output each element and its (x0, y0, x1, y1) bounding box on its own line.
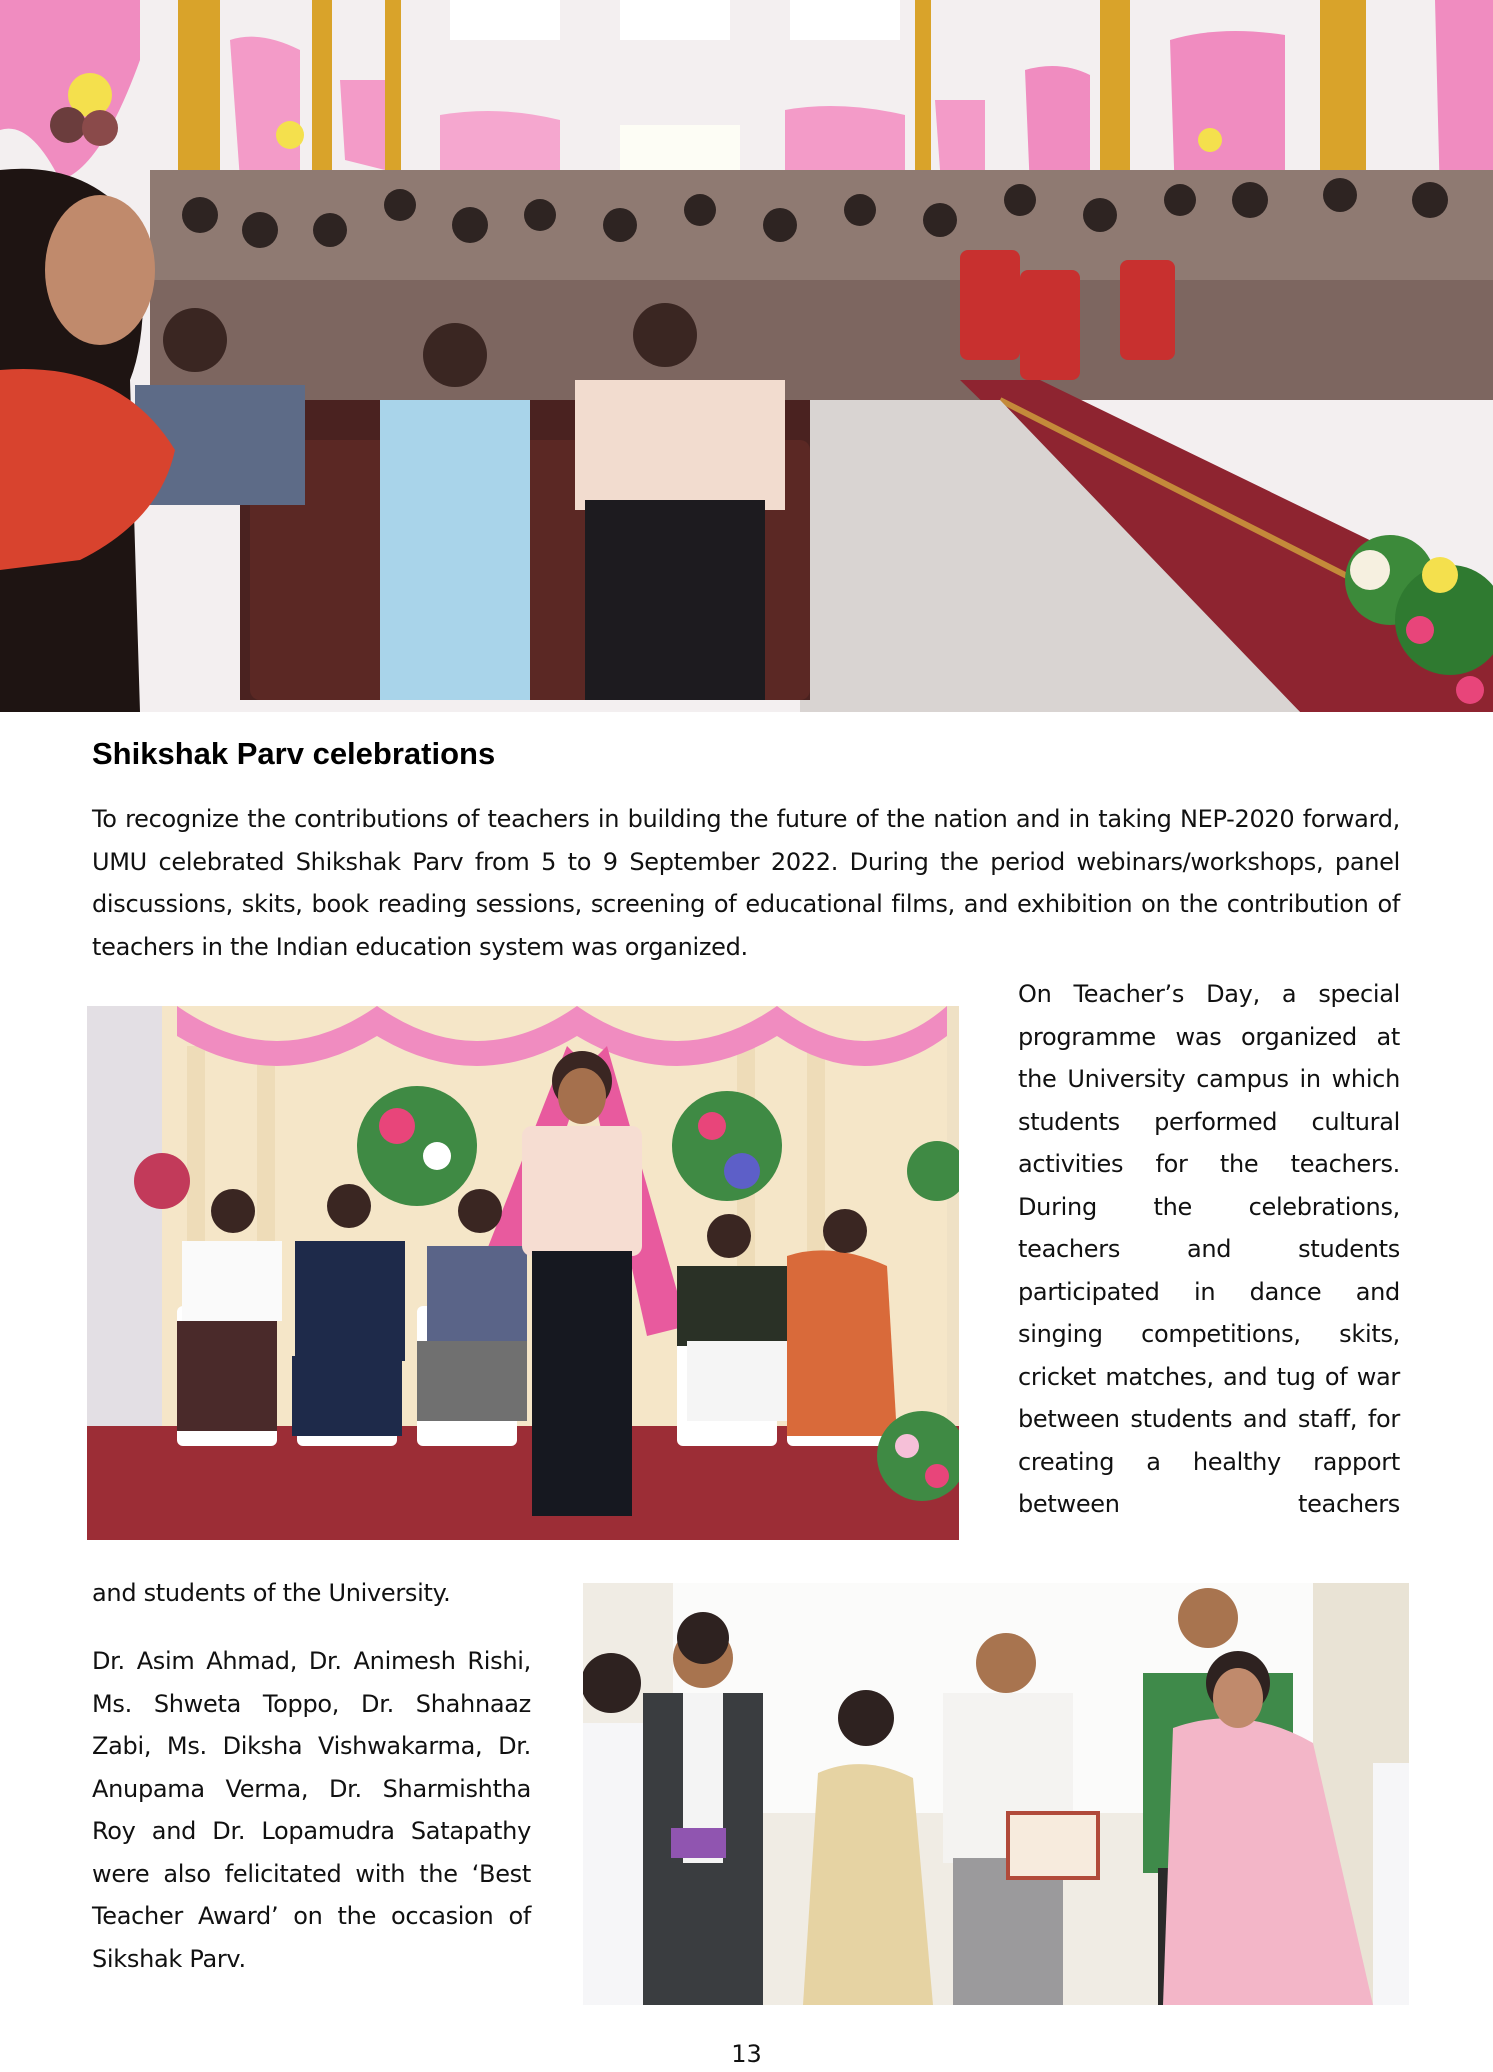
teachers-day-continued: and students of the University. (92, 1579, 451, 1607)
intro-paragraph: To recognize the contributions of teachers in building the future of the nation and in taking NEP-2020 forward, UMU celebrated Shikshak Parv from 5 to 9 September 2022. During the period webinars/workshops, panel discussions, skits, book reading sessions, screening of educational films, and exhibition on the contribution of teachers in the Indian education system was organized. (92, 805, 1400, 961)
awards-paragraph: Dr. Asim Ahmad, Dr. Animesh Rishi, Ms. Shweta Toppo, Dr. Shahnaaz Zabi, Ms. Diksha Vishwakarma, Dr. Anupama Verma, Dr. Sharmishtha Roy and Dr. Lopamudra Satapathy were also felicitated with the ‘Best Teacher Award’ on the occasion of Sikshak Parv. (92, 1647, 531, 1973)
page-number: 13 (731, 2040, 762, 2068)
stage-speaker-photo (87, 1006, 959, 1540)
teachers-day-paragraph: On Teacher’s Day, a special programme was organized at the University campus in which students performed cultural activities for the teachers. During the celebrations, teachers and students participated in dance and singing competitions, skits, cricket matches, and tug of war between students and staff, for creating a healthy rapport between teachers (1018, 980, 1400, 1518)
article-title: Shikshak Parv celebrations (92, 736, 496, 771)
audience-hall-photo (0, 0, 1493, 712)
award-ceremony-photo (583, 1583, 1409, 2005)
